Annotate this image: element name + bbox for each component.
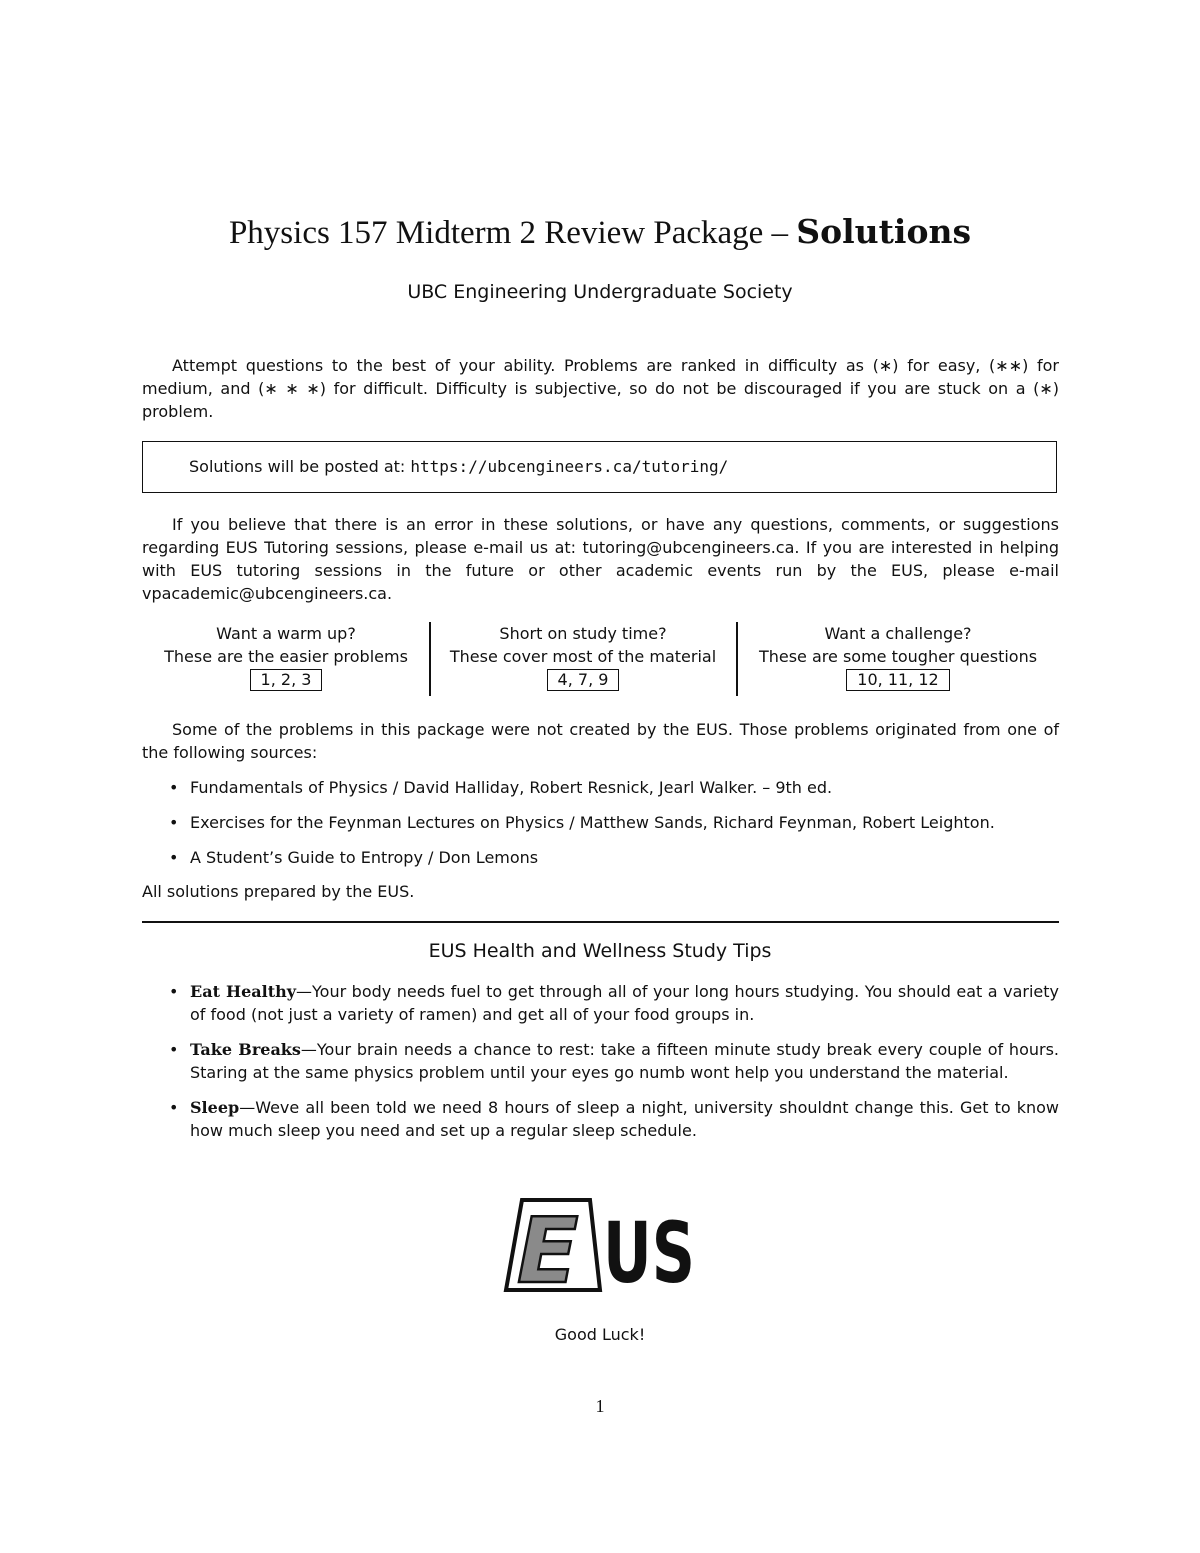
tip-term: Sleep (190, 1098, 240, 1117)
solutions-box (142, 441, 1057, 493)
solutions-url-link[interactable]: https://ubcengineers.ca/tutoring/ (410, 457, 729, 476)
list-item: • A Student’s Guide to Entropy / Don Lemons (142, 846, 1059, 869)
solutions-box-text (189, 457, 728, 476)
list-item (142, 980, 1059, 1026)
document-title (0, 212, 1200, 252)
prepared-by-text: All solutions prepared by the EUS. (142, 882, 415, 901)
list-item (142, 1096, 1059, 1142)
difficulty-column-medium (430, 622, 736, 696)
intro-paragraph: Attempt questions to the best of your ability. Problems are ranked in difficulty as (∗) for easy, (∗∗) for medium, and (∗ ∗ ∗) for difficult. Difficulty is subjective, so do not be discouraged if you are stuck on a (∗) problem. (142, 356, 1059, 421)
solutions-label: Solutions will be posted at: (189, 457, 411, 476)
logo-letters-us: US (603, 1204, 695, 1302)
tip-term: Eat Healthy (190, 982, 297, 1001)
title-bold: Solutions (796, 212, 972, 251)
column-heading: Short on study time? (499, 624, 667, 643)
tip-text: —Weve all been told we need 8 hours of sleep a night, university shouldnt change this. Get to know how much sleep you need and set up a regular sleep schedule. (190, 1098, 1059, 1140)
difficulty-column-easy (142, 622, 430, 696)
question-numbers-box: 10, 11, 12 (846, 669, 949, 691)
section-divider (142, 921, 1059, 923)
question-numbers-box: 4, 7, 9 (547, 669, 620, 691)
difficulty-column-hard (737, 622, 1059, 696)
column-heading: Want a warm up? (216, 624, 356, 643)
sources-list (142, 776, 1059, 881)
logo-letter-e: E (517, 1199, 579, 1304)
tips-list (142, 980, 1059, 1154)
tip-text: —Your brain needs a chance to rest: take a fifteen minute study break every couple of hours. Staring at the same physics problem until your eyes go numb wont help you understand the material. (190, 1040, 1060, 1082)
list-item: • Exercises for the Feynman Lectures on Physics / Matthew Sands, Richard Feynman, Robert Leighton. (142, 811, 1059, 834)
tips-heading: EUS Health and Wellness Study Tips (428, 940, 772, 962)
page-number: 1 (595, 1396, 605, 1416)
eus-logo (505, 1198, 699, 1304)
column-description: These are some tougher questions (758, 647, 1038, 666)
column-description: These cover most of the material (449, 647, 717, 666)
question-numbers-box: 1, 2, 3 (250, 669, 323, 691)
sources-intro-paragraph: Some of the problems in this package were not created by the EUS. Those problems originated from one of the following sources: (142, 720, 1059, 762)
list-item (142, 1038, 1059, 1084)
tip-text: —Your body needs fuel to get through all of your long hours studying. You should eat a variety of food (not just a variety of ramen) and get all of your food groups in. (190, 982, 1059, 1024)
closing-text: Good Luck! (554, 1325, 646, 1344)
tip-term: Take Breaks (190, 1040, 301, 1059)
title-main: Physics 157 Midterm 2 Review Package – (228, 215, 797, 251)
column-description: These are the easier problems (164, 647, 408, 666)
contact-paragraph: If you believe that there is an error in these solutions, or have any questions, comments, or suggestions regarding EUS Tutoring sessions, please e-mail us at: tutoring@ubcengineers.ca. If you are interested in helping with EUS tutoring sessions in the future or other academic events run by the EUS, please e-mail vpacademic@ubcengineers.ca. (142, 515, 1059, 603)
document-subtitle: UBC Engineering Undergraduate Society (407, 281, 793, 303)
difficulty-table (142, 622, 1059, 696)
list-item: • Fundamentals of Physics / David Halliday, Robert Resnick, Jearl Walker. – 9th ed. (142, 776, 1059, 799)
column-heading: Want a challenge? (824, 624, 972, 643)
